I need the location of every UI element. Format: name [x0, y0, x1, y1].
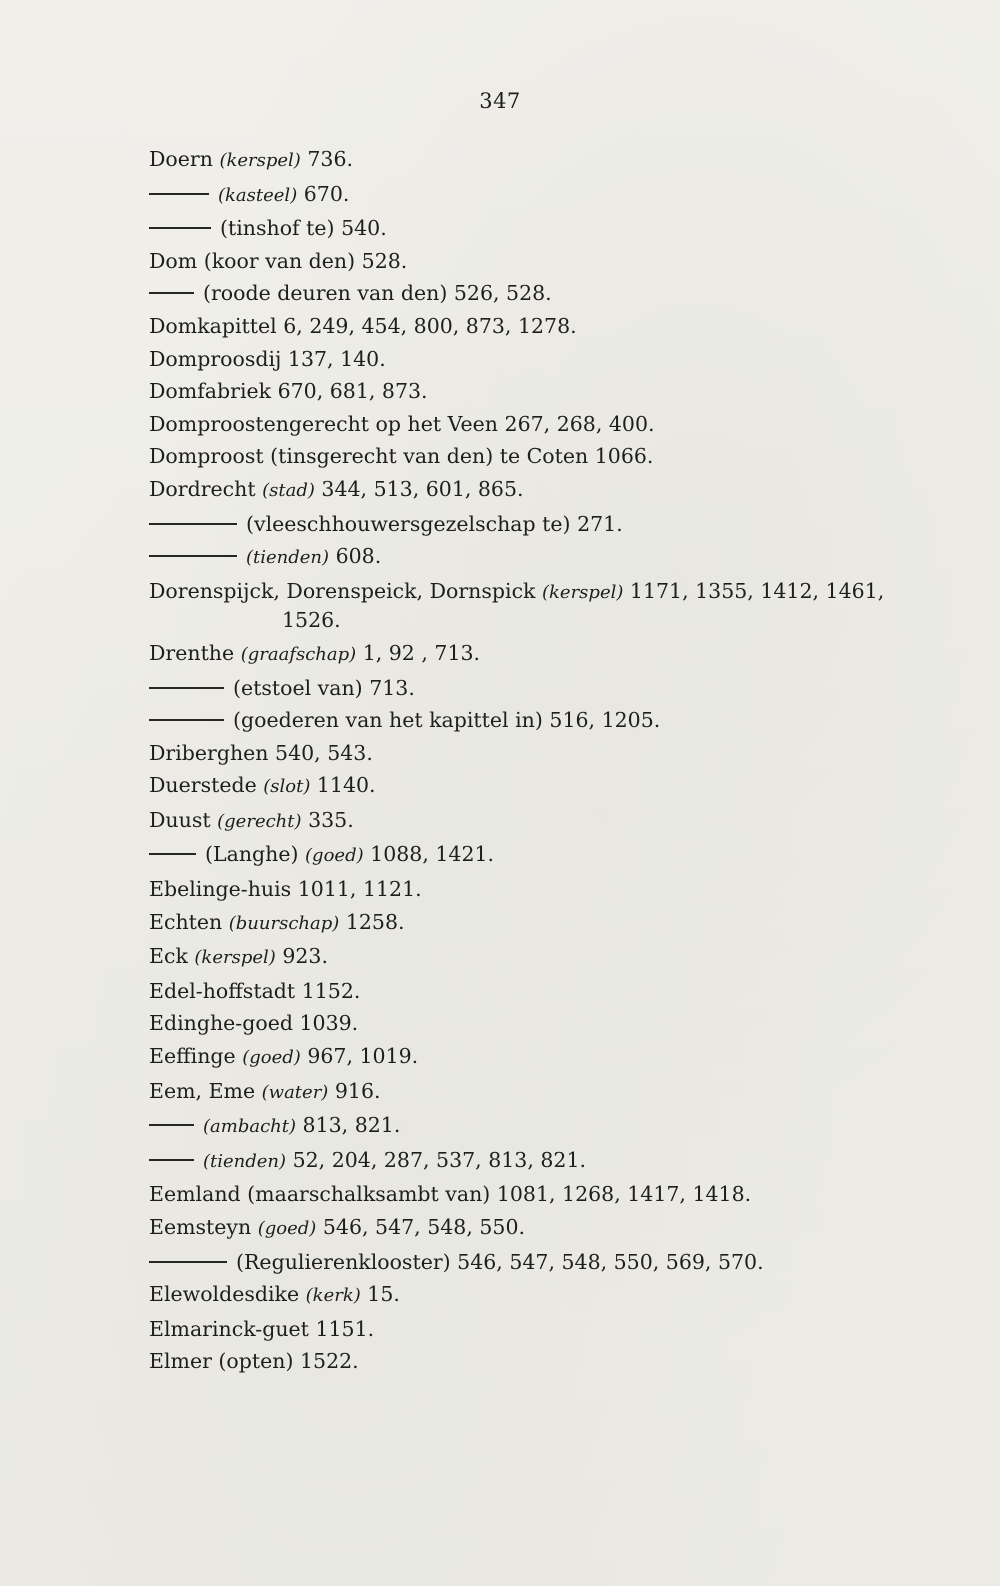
entry-refs: 15. [367, 1282, 400, 1307]
entry-refs: 528. [361, 248, 408, 273]
entry-name: Duerstede [149, 773, 257, 798]
index-entry [149, 1313, 969, 1346]
entry-qualifier: (goed) [257, 1218, 317, 1239]
entry-name: Edinghe-goed [149, 1011, 293, 1036]
entry-refs: 516, 1205. [549, 708, 661, 733]
ditto-dash [149, 227, 211, 229]
index-entry [149, 540, 969, 575]
entry-name: Eemsteyn [149, 1215, 252, 1239]
entry-qualifier: (kerspel) [542, 581, 624, 603]
entry-name: Driberghen [149, 740, 269, 765]
index-entry [149, 343, 969, 376]
entry-name: Domfabriek [149, 379, 272, 404]
entry-refs: 923. [282, 944, 328, 969]
entry-refs: 271. [577, 511, 623, 536]
entry-qualifier: (goed) [305, 845, 364, 867]
entry-name: (vleeschhouwersgezelschap te) [246, 511, 571, 536]
index-entry [149, 473, 969, 508]
entry-refs: 6, 249, 454, 800, 873, 1278. [283, 313, 577, 338]
index-entry [149, 178, 969, 213]
entry-name: Eem, Eme [149, 1078, 256, 1103]
entry-qualifier: (tienden) [246, 547, 330, 569]
entry-name: Eemland (maarschalksambt van) [149, 1182, 491, 1207]
entry-refs: 1, 92 , 713. [362, 640, 481, 665]
index-entry [149, 1144, 969, 1179]
index-entry [149, 1246, 969, 1279]
index-entry [149, 375, 969, 408]
index-entry [149, 873, 969, 906]
entry-name: Ebelinge-huis [149, 877, 292, 902]
index-entry [149, 277, 969, 310]
entry-refs: 1066. [594, 444, 654, 469]
entry-qualifier: (gerecht) [217, 810, 302, 832]
entry-name: Domkapittel [149, 313, 277, 338]
index-entry [149, 975, 969, 1008]
index-entries [149, 143, 969, 1378]
entry-refs: 670. [303, 181, 350, 206]
index-entry [149, 1178, 969, 1211]
entry-refs: 1526. [282, 608, 341, 633]
index-entry [149, 212, 969, 245]
index-entry [149, 1345, 969, 1378]
ditto-dash [149, 523, 237, 525]
entry-name: Dorenspijck, Dorenspeick, Dornspick [149, 578, 536, 603]
entry-refs: 540. [341, 216, 387, 241]
entry-name: Duust [149, 807, 211, 832]
ditto-dash [149, 1261, 227, 1263]
index-entry [149, 637, 969, 672]
index-entry [149, 906, 969, 941]
entry-name: Eeffinge [149, 1044, 236, 1069]
index-entry [149, 1040, 969, 1075]
entry-qualifier: (tienden) [203, 1150, 287, 1172]
entry-refs: 1151. [315, 1316, 375, 1341]
ditto-dash [149, 193, 209, 195]
entry-name: Doern [149, 147, 213, 171]
index-entry [149, 408, 969, 441]
entry-qualifier: (kasteel) [218, 184, 298, 206]
index-entry [149, 1211, 969, 1246]
index-entry [149, 310, 969, 343]
entry-refs: 526, 528. [453, 281, 552, 306]
ditto-dash [149, 1159, 194, 1161]
ditto-dash [149, 719, 224, 721]
ditto-dash [149, 853, 196, 855]
entry-name: (Langhe) [205, 842, 299, 867]
index-entry [149, 245, 969, 278]
entry-name: Domproostengerecht op het Veen [149, 411, 499, 436]
entry-refs: 267, 268, 400. [504, 411, 655, 436]
entry-refs: 1258. [345, 909, 405, 934]
entry-refs: 1152. [301, 978, 361, 1003]
entry-qualifier: (kerspel) [194, 947, 276, 969]
index-entry [149, 143, 969, 178]
entry-name: Drenthe [149, 640, 235, 665]
index-entry [149, 508, 969, 541]
entry-refs: 1140. [316, 773, 376, 798]
index-entry [149, 1007, 969, 1040]
entry-name: (etstoel van) [233, 675, 363, 700]
entry-refs: 52, 204, 287, 537, 813, 821. [292, 1147, 586, 1172]
index-entry [149, 440, 969, 473]
entry-name: Edel-hoffstadt [149, 978, 296, 1003]
index-entry [149, 1075, 969, 1110]
entry-refs: 344, 513, 601, 865. [321, 476, 524, 501]
entry-name: Echten [149, 909, 223, 934]
entry-refs: 916. [334, 1078, 381, 1103]
index-entry [149, 804, 969, 839]
index-entry [149, 672, 969, 705]
entry-refs: 546, 547, 548, 550. [322, 1215, 526, 1239]
ditto-dash [149, 555, 237, 557]
entry-qualifier: (ambacht) [203, 1116, 297, 1138]
index-entry-continuation [149, 604, 969, 637]
entry-name: Dom (koor van den) [149, 248, 356, 273]
index-entry [149, 769, 969, 804]
index-entry [149, 737, 969, 770]
ditto-dash [149, 1124, 194, 1126]
entry-qualifier: (graafschap) [240, 643, 357, 665]
entry-refs: 670, 681, 873. [277, 379, 428, 404]
entry-name: Dordrecht [149, 476, 256, 501]
entry-refs: 540, 543. [275, 740, 373, 765]
entry-refs: 1171, 1355, 1412, 1461, [629, 578, 885, 603]
index-entry [149, 940, 969, 975]
entry-refs: 813, 821. [302, 1113, 401, 1138]
entry-name: Elmarinck-guet [149, 1316, 309, 1341]
entry-name: (tinshof te) [220, 216, 335, 241]
entry-name: (roode deuren van den) [203, 281, 448, 306]
entry-name: Elewoldesdike [149, 1282, 300, 1307]
index-entry [149, 575, 969, 610]
index-entry [149, 1278, 969, 1313]
entry-qualifier: (goed) [242, 1047, 301, 1069]
index-entry [149, 1109, 969, 1144]
entry-name: Eck [149, 944, 188, 969]
entry-qualifier: (kerk) [305, 1285, 361, 1307]
entry-qualifier: (kerspel) [219, 150, 301, 171]
entry-name: Domproosdij [149, 346, 282, 371]
entry-name: Elmer (opten) [149, 1349, 294, 1374]
entry-refs: 967, 1019. [307, 1044, 419, 1069]
entry-qualifier: (stad) [262, 479, 315, 501]
entry-refs: 1522. [299, 1349, 359, 1374]
entry-refs: 713. [369, 675, 415, 700]
entry-qualifier: (buurschap) [228, 912, 340, 934]
ditto-dash [149, 687, 224, 689]
entry-refs: 1011, 1121. [297, 877, 422, 902]
entry-refs: 1039. [299, 1011, 359, 1036]
entry-qualifier: (slot) [263, 776, 311, 798]
entry-refs: 335. [308, 807, 354, 832]
entry-refs: 1081, 1268, 1417, 1418. [496, 1182, 752, 1207]
entry-qualifier: (water) [261, 1081, 329, 1103]
page-number: 347 [479, 89, 521, 113]
index-entry [149, 704, 969, 737]
entry-name: (Regulierenklooster) [236, 1249, 451, 1274]
entry-refs: 546, 547, 548, 550, 569, 570. [457, 1249, 764, 1274]
entry-refs: 608. [335, 544, 382, 569]
entry-refs: 137, 140. [287, 346, 386, 371]
index-entry [149, 838, 969, 873]
ditto-dash [149, 292, 194, 294]
entry-refs: 736. [307, 147, 354, 171]
entry-name: (goederen van het kapittel in) [233, 708, 543, 733]
entry-refs: 1088, 1421. [370, 842, 495, 867]
entry-name: Domproost (tinsgerecht van den) te Coten [149, 444, 589, 469]
